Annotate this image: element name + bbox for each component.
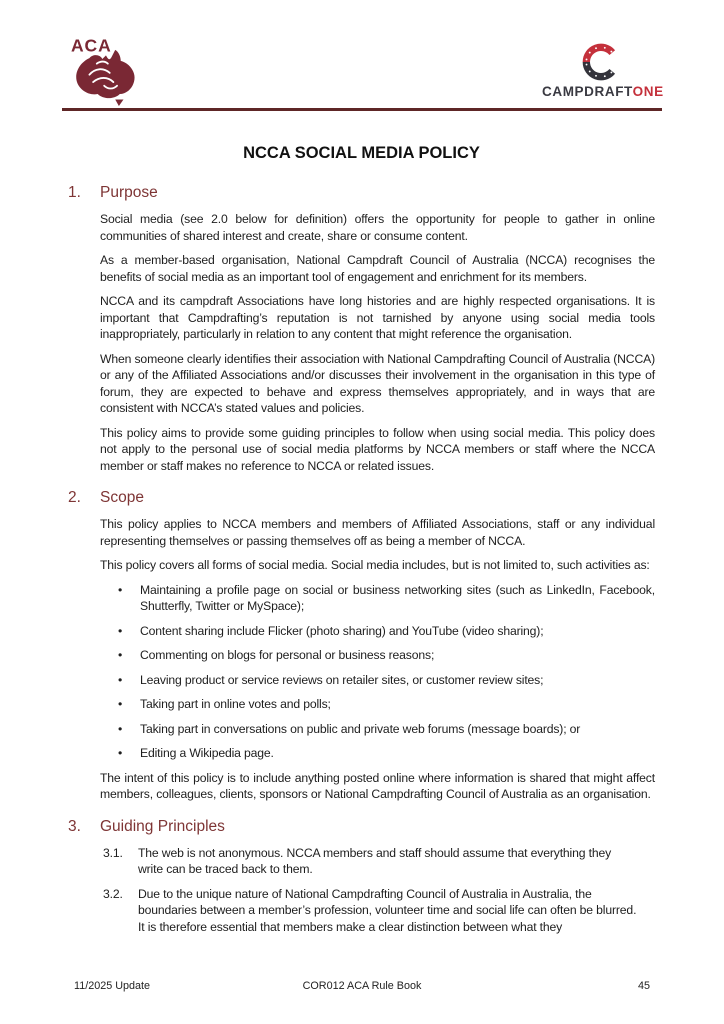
page-title: NCCA SOCIAL MEDIA POLICY [243,144,480,162]
tasmania-shape [115,100,123,106]
footer-page-number: 45 [637,980,650,992]
list-item: • Editing a Wikipedia page. [118,746,274,760]
sub-item-text: The web is not anonymous. NCCA members and staff should assume that everything they write can be traced back to them. [138,845,612,876]
list-item: • Taking part in conversations on public and private web forums (message boards); or [118,721,581,736]
paragraph: This policy applies to NCCA members and members of Affiliated Associations, staff or any individual representing themselves or passing themselves off as being a member of NCCA. [100,517,655,548]
brand-wordmark [542,84,664,99]
paragraph: This policy covers all forms of social media. Social media includes, but is not limited to, such activities as: [100,558,650,572]
brand-wordmark-one: ONE [632,84,664,99]
paragraph: This policy aims to provide some guiding principles to follow when using social media. This policy does not apply to the personal use of social media platforms by NCCA members or staff where the NCCA member or staff makes no reference to NCCA or related issues. [100,425,655,473]
brand-wordmark-campdraft: CAMPDRAFT [542,84,633,99]
campdraftone-logo [542,42,664,99]
paragraph: As a member-based organisation, National Campdraft Council of Australia (NCCA) recognises the benefits of social media as an important tool of engagement and enrichment for its members. [100,253,655,284]
section-number: 1. [68,184,81,201]
list-item: • Taking part in online votes and polls; [118,697,331,711]
aca-logo-text: ACA [71,36,112,56]
bullet-icon: • [118,672,123,687]
section-number: 3. [68,817,81,835]
sub-item-number: 3.2. [103,886,123,901]
section-heading-scope [68,488,655,507]
section-title: Scope [100,489,144,506]
bullet-icon: • [118,648,123,662]
paragraph: NCCA and its campdraft Associations have long histories and are highly respected organisations. It is important that Campdrafting’s reputation is not tarnished by anyone using social media tools inappropriately, particularly in relation to any content that might reference the organisation. [100,294,655,341]
section-heading-guiding-principles [68,817,655,836]
section-number: 2. [68,489,81,506]
footer-update-date: 11/2025 Update [74,980,151,992]
section-title: Guiding Principles [100,817,225,835]
list-item: • Content sharing include Flicker (photo sharing) and YouTube (video sharing); [118,623,544,638]
paragraph: The intent of this policy is to include anything posted online where information is shared that might affect members, colleagues, clients, sponsors or National Campdrafting Council of Australia as an organisation. [100,770,655,801]
header-divider [62,108,662,111]
page-header [68,36,662,106]
guiding-principle-item [103,845,655,878]
paragraph: Social media (see 2.0 below for definition) offers the opportunity for people to gather in online communities of shared interest and create, share or consume content. [100,212,655,243]
paragraph: When someone clearly identifies their association with National Campdrafting Council of Australia (NCCA) or any of the Affiliated Associations and/or discusses their involvement in the organisation in this type of forum, they are expected to behave and express themselves appropriately, and in ways that are consistent with NCCA’s stated values and policies. [100,351,655,415]
page-footer [74,980,650,994]
list-item: • Leaving product or service reviews on retailer sites, or customer review sites; [118,672,544,687]
list-item: • Maintaining a profile page on social or business networking sites (such as LinkedIn, Facebook, Shutterfly, Twitter or MySpace); [118,582,655,613]
australia-map-shape [76,50,134,98]
guiding-principle-item [103,886,655,936]
bullet-icon: • [118,582,123,597]
footer-document-title: COR012 ACA Rule Book [302,980,422,992]
bullet-icon: • [118,623,123,638]
bullet-icon: • [118,721,123,736]
sub-item-text: Due to the unique nature of National Campdrafting Council of Australia in Australia, the boundaries between a member’s profession, volunteer time and social life can often be blurred. It is therefore essential that members make a clear distinction between what they [138,886,637,934]
sub-item-number: 3.1. [103,845,123,860]
horseshoe-c-icon [580,42,622,82]
social-media-activities-list [118,582,655,762]
list-item: • Commenting on blogs for personal or business reasons; [118,648,435,662]
bullet-icon: • [118,697,123,711]
document-content [68,136,655,935]
aca-logo [68,36,144,106]
section-heading-purpose [68,183,655,202]
section-title: Purpose [100,184,158,201]
bullet-icon: • [118,746,123,760]
